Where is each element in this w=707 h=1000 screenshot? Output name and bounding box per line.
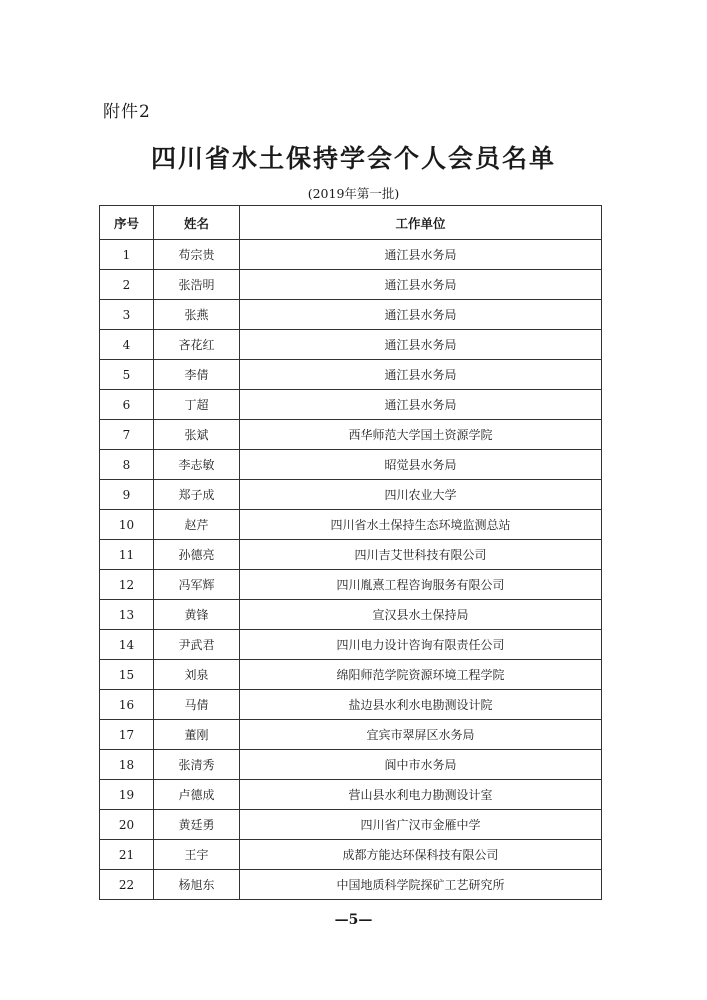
member-workplace: 阆中市水务局 bbox=[240, 750, 602, 780]
member-workplace: 四川农业大学 bbox=[240, 480, 602, 510]
table-row bbox=[100, 600, 602, 630]
member-name: 赵芹 bbox=[154, 510, 240, 540]
row-index: 13 bbox=[100, 600, 154, 630]
row-index: 2 bbox=[100, 270, 154, 300]
table-row bbox=[100, 270, 602, 300]
member-workplace: 昭觉县水务局 bbox=[240, 450, 602, 480]
row-index: 21 bbox=[100, 840, 154, 870]
table-row bbox=[100, 360, 602, 390]
member-name: 刘泉 bbox=[154, 660, 240, 690]
table-row bbox=[100, 630, 602, 660]
member-name: 王宇 bbox=[154, 840, 240, 870]
member-name: 马倩 bbox=[154, 690, 240, 720]
member-name: 张浩明 bbox=[154, 270, 240, 300]
member-name: 张燕 bbox=[154, 300, 240, 330]
member-name: 李倩 bbox=[154, 360, 240, 390]
member-workplace: 四川省水土保持生态环境监测总站 bbox=[240, 510, 602, 540]
page-number: —5— bbox=[334, 912, 373, 928]
member-workplace: 宜宾市翠屏区水务局 bbox=[240, 720, 602, 750]
member-table bbox=[99, 205, 602, 900]
member-name: 丁超 bbox=[154, 390, 240, 420]
table-header-row bbox=[100, 206, 602, 240]
member-name: 黄廷勇 bbox=[154, 810, 240, 840]
row-index: 5 bbox=[100, 360, 154, 390]
row-index: 1 bbox=[100, 240, 154, 270]
member-name: 董刚 bbox=[154, 720, 240, 750]
document-subtitle: (2019年第一批) bbox=[307, 186, 400, 201]
row-index: 18 bbox=[100, 750, 154, 780]
table-row bbox=[100, 750, 602, 780]
row-index: 22 bbox=[100, 870, 154, 900]
member-name: 张斌 bbox=[154, 420, 240, 450]
row-index: 11 bbox=[100, 540, 154, 570]
member-name: 张清秀 bbox=[154, 750, 240, 780]
member-workplace: 中国地质科学院探矿工艺研究所 bbox=[240, 870, 602, 900]
row-index: 14 bbox=[100, 630, 154, 660]
member-workplace: 成都方能达环保科技有限公司 bbox=[240, 840, 602, 870]
row-index: 4 bbox=[100, 330, 154, 360]
table-row bbox=[100, 540, 602, 570]
member-name: 李志敏 bbox=[154, 450, 240, 480]
table-row bbox=[100, 420, 602, 450]
table-row bbox=[100, 390, 602, 420]
row-index: 16 bbox=[100, 690, 154, 720]
row-index: 9 bbox=[100, 480, 154, 510]
member-name: 尹武君 bbox=[154, 630, 240, 660]
member-workplace: 通江县水务局 bbox=[240, 330, 602, 360]
member-workplace: 宣汉县水土保持局 bbox=[240, 600, 602, 630]
attachment-label: 附件2 bbox=[103, 102, 151, 122]
member-name: 郑子成 bbox=[154, 480, 240, 510]
table-row bbox=[100, 720, 602, 750]
member-workplace: 通江县水务局 bbox=[240, 270, 602, 300]
member-workplace: 通江县水务局 bbox=[240, 390, 602, 420]
member-workplace: 通江县水务局 bbox=[240, 300, 602, 330]
header-index: 序号 bbox=[100, 206, 154, 240]
table-row bbox=[100, 840, 602, 870]
document-title: 四川省水土保持学会个人会员名单 bbox=[150, 144, 556, 173]
member-name: 黄锋 bbox=[154, 600, 240, 630]
member-name: 卢德成 bbox=[154, 780, 240, 810]
row-index: 20 bbox=[100, 810, 154, 840]
table-row bbox=[100, 570, 602, 600]
row-index: 8 bbox=[100, 450, 154, 480]
table-row bbox=[100, 810, 602, 840]
row-index: 3 bbox=[100, 300, 154, 330]
member-name: 冯军辉 bbox=[154, 570, 240, 600]
member-name: 吝花红 bbox=[154, 330, 240, 360]
member-name: 孙德亮 bbox=[154, 540, 240, 570]
header-name: 姓名 bbox=[154, 206, 240, 240]
row-index: 7 bbox=[100, 420, 154, 450]
header-workplace: 工作单位 bbox=[240, 206, 602, 240]
row-index: 6 bbox=[100, 390, 154, 420]
member-workplace: 通江县水务局 bbox=[240, 240, 602, 270]
table-row bbox=[100, 330, 602, 360]
table-row bbox=[100, 480, 602, 510]
table-row bbox=[100, 510, 602, 540]
member-workplace: 西华师范大学国土资源学院 bbox=[240, 420, 602, 450]
table-row bbox=[100, 870, 602, 900]
member-workplace: 四川胤熹工程咨询服务有限公司 bbox=[240, 570, 602, 600]
member-workplace: 营山县水利电力勘测设计室 bbox=[240, 780, 602, 810]
row-index: 12 bbox=[100, 570, 154, 600]
member-workplace: 绵阳师范学院资源环境工程学院 bbox=[240, 660, 602, 690]
table-row bbox=[100, 780, 602, 810]
member-workplace: 通江县水务局 bbox=[240, 360, 602, 390]
table-row bbox=[100, 300, 602, 330]
table-row bbox=[100, 450, 602, 480]
member-workplace: 四川省广汉市金雁中学 bbox=[240, 810, 602, 840]
row-index: 19 bbox=[100, 780, 154, 810]
row-index: 10 bbox=[100, 510, 154, 540]
table-row bbox=[100, 240, 602, 270]
member-name: 杨旭东 bbox=[154, 870, 240, 900]
member-workplace: 四川吉艾世科技有限公司 bbox=[240, 540, 602, 570]
table-row bbox=[100, 690, 602, 720]
member-name: 苟宗贵 bbox=[154, 240, 240, 270]
row-index: 15 bbox=[100, 660, 154, 690]
member-workplace: 四川电力设计咨询有限责任公司 bbox=[240, 630, 602, 660]
member-workplace: 盐边县水利水电勘测设计院 bbox=[240, 690, 602, 720]
table-row bbox=[100, 660, 602, 690]
row-index: 17 bbox=[100, 720, 154, 750]
